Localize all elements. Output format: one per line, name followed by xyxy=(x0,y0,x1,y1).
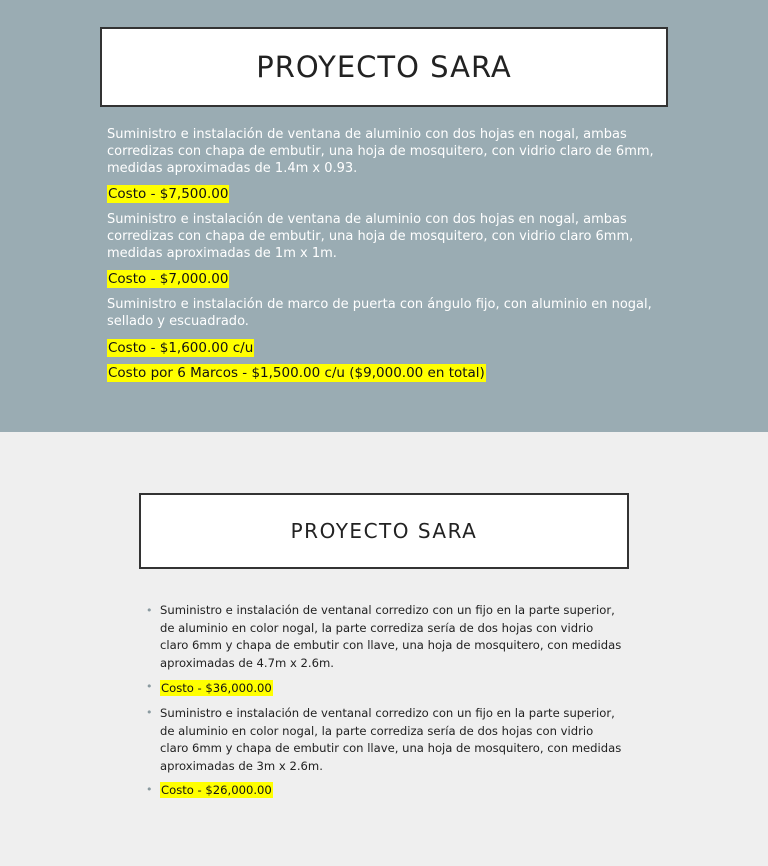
item-4-cost: Costo - $36,000.00 xyxy=(161,681,272,695)
item-1-description: Suministro e instalación de ventana de aluminio con dos hojas en nogal, ambas corredizas con chapa de embutir, una hoja de mosquitero, con vidrio claro de 6mm, medidas aproximadas de 1.4m x 0.93. xyxy=(107,127,654,176)
item-2-description: Suministro e instalación de ventana de aluminio con dos hojas en nogal, ambas corredizas con chapa de embutir, una hoja de mosquitero, con vidrio claro 6mm, medidas aproximadas de 1m x 1m. xyxy=(107,212,634,261)
slide-1 xyxy=(0,0,768,432)
item-5-description: Suministro e instalación de ventanal corredizo con un fijo en la parte superior, de aluminio en color nogal, la parte corrediza sería de dos hojas con vidrio claro 6mm y chapa de embutir con llave, una hoja de mosquitero, con medidas aproximadas de 3m x 2.6m. xyxy=(160,706,622,773)
item-1-cost: Costo - $7,500.00 xyxy=(108,186,229,202)
item-2-cost: Costo - $7,000.00 xyxy=(108,271,229,287)
item-3-cost: Costo - $1,600.00 c/u xyxy=(108,340,254,356)
bullet-dot: • xyxy=(146,706,153,719)
item-5-cost: Costo - $26,000.00 xyxy=(161,783,272,797)
slide-2-title: PROYECTO SARA xyxy=(139,493,629,569)
bullet-dot: • xyxy=(146,783,153,796)
slide-2 xyxy=(0,432,768,866)
item-4-description: Suministro e instalación de ventanal corredizo con un fijo en la parte superior, de aluminio en color nogal, la parte corrediza sería de dos hojas con vidrio claro 6mm y chapa de embutir con llave, una hoja de mosquitero, con medidas aproximadas de 4.7m x 2.6m. xyxy=(160,603,622,670)
slide-1-title: PROYECTO SARA xyxy=(100,27,668,107)
item-3-cost-bulk: Costo por 6 Marcos - $1,500.00 c/u ($9,000.00 en total) xyxy=(108,365,485,381)
item-3-description: Suministro e instalación de marco de puerta con ángulo fijo, con aluminio en nogal, sellado y escuadrado. xyxy=(107,297,652,329)
bullet-dot: • xyxy=(146,680,153,693)
bullet-dot: • xyxy=(146,604,153,617)
